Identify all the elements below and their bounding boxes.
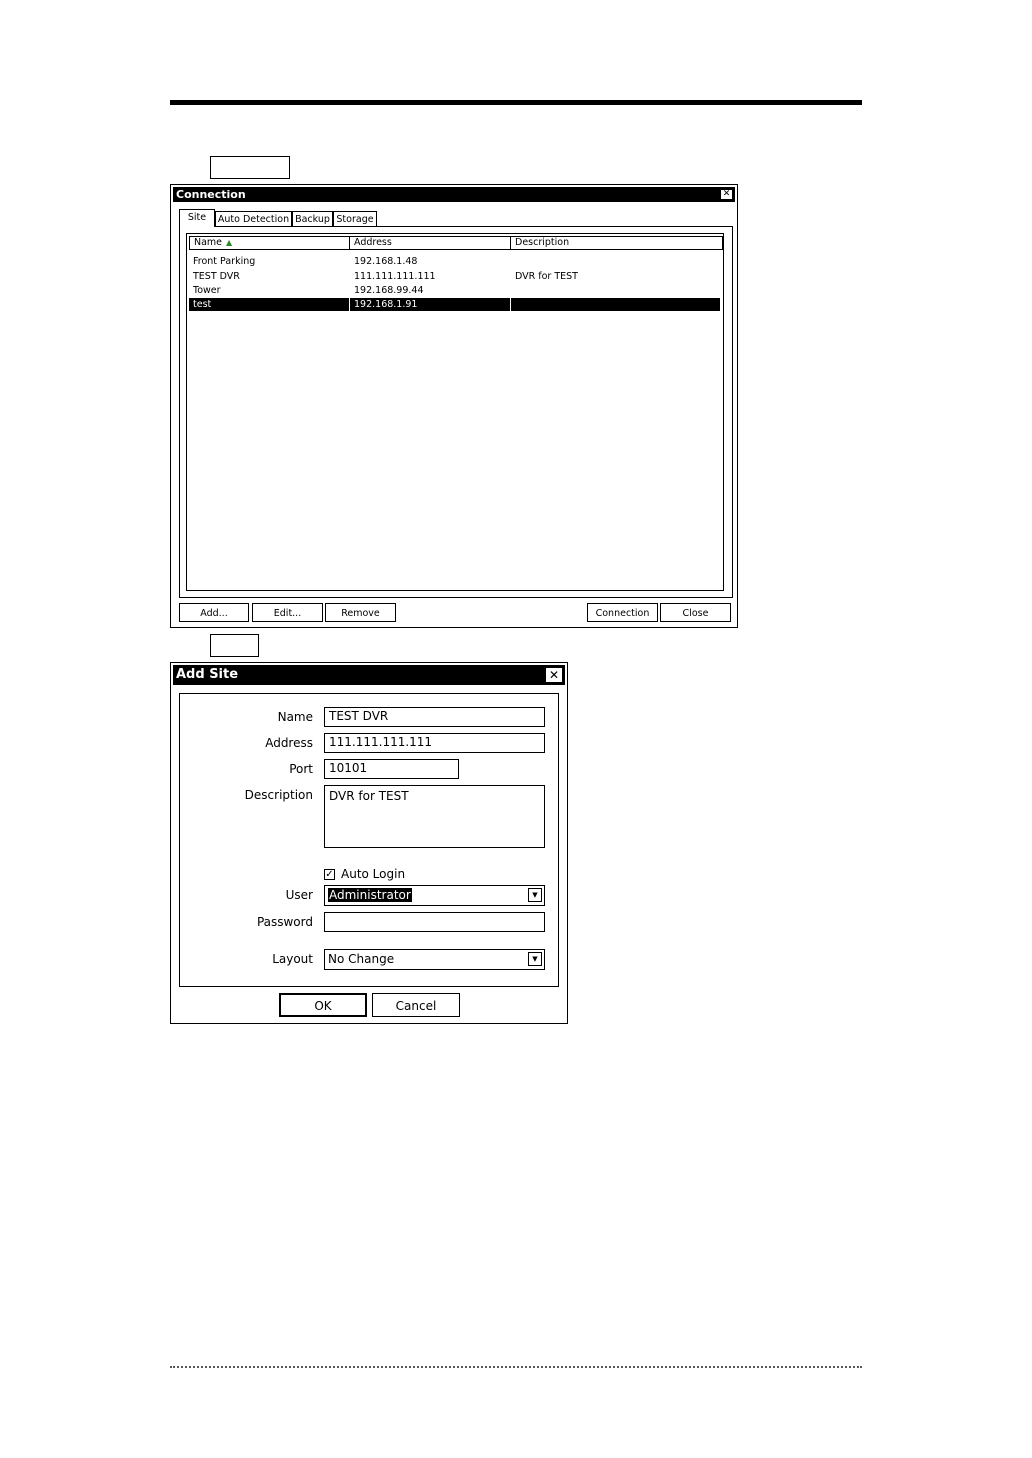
user-dropdown[interactable] <box>324 885 545 906</box>
table-row[interactable] <box>189 255 721 268</box>
remove-button[interactable]: Remove <box>325 603 396 622</box>
name-field[interactable]: TEST DVR <box>324 707 545 727</box>
caption-placeholder-box-2 <box>210 634 259 657</box>
edit-button[interactable]: Edit... <box>252 603 323 622</box>
description-label: Description <box>244 788 313 802</box>
close-button[interactable]: Close <box>660 603 731 622</box>
table-row-selected[interactable] <box>189 298 721 311</box>
user-label: User <box>285 888 313 902</box>
connection-title: Connection <box>176 188 246 201</box>
password-field[interactable] <box>324 912 545 932</box>
port-label: Port <box>289 762 313 776</box>
auto-login-checkbox[interactable]: ✓ <box>325 869 334 880</box>
row-address: 192.168.1.91 <box>350 298 511 311</box>
add-site-dialog <box>170 662 568 1024</box>
row-description <box>511 298 721 311</box>
address-field[interactable]: 111.111.111.111 <box>324 733 545 753</box>
column-header-address[interactable] <box>349 236 511 250</box>
address-label: Address <box>265 736 313 750</box>
tab-auto-detection[interactable]: Auto Detection <box>215 211 292 226</box>
row-name: test <box>189 298 350 311</box>
layout-dropdown[interactable] <box>324 949 545 970</box>
auto-login-label[interactable]: Auto Login <box>341 867 406 881</box>
add-button[interactable]: Add... <box>179 603 249 622</box>
caption-placeholder-box-1 <box>210 156 290 179</box>
column-header-name[interactable] <box>189 236 350 250</box>
page-bottom-rule <box>170 1366 862 1368</box>
table-row[interactable] <box>189 270 721 283</box>
row-name: Tower <box>193 285 221 296</box>
ok-button[interactable]: OK <box>279 993 367 1017</box>
connection-window <box>170 184 738 628</box>
sort-ascending-icon: ▲ <box>226 238 233 247</box>
chevron-down-icon[interactable]: ▼ <box>528 888 542 902</box>
site-list[interactable] <box>186 233 724 591</box>
row-address: 192.168.99.44 <box>354 285 424 296</box>
site-tab-panel <box>179 226 733 598</box>
close-icon[interactable]: ✕ <box>545 667 563 683</box>
port-field[interactable]: 10101 <box>324 759 459 779</box>
page-top-rule <box>170 100 862 105</box>
layout-label: Layout <box>272 952 313 966</box>
row-description <box>511 255 721 268</box>
column-address-label: Address <box>354 237 392 248</box>
password-label: Password <box>256 915 313 929</box>
row-description <box>511 284 721 297</box>
layout-selected-value: No Change <box>328 952 395 966</box>
add-site-title-bar <box>173 665 565 685</box>
connection-title-bar <box>173 187 735 202</box>
row-description: DVR for TEST <box>515 271 578 282</box>
cancel-button[interactable]: Cancel <box>372 993 460 1017</box>
connection-button[interactable]: Connection <box>587 603 658 622</box>
table-row[interactable] <box>189 284 721 297</box>
description-textarea[interactable]: DVR for TEST <box>324 785 545 848</box>
tab-site[interactable]: Site <box>179 209 215 227</box>
site-list-header <box>189 236 721 250</box>
close-icon[interactable]: ✕ <box>720 189 733 200</box>
chevron-down-icon[interactable]: ▼ <box>528 952 542 966</box>
tab-backup[interactable]: Backup <box>292 211 333 226</box>
column-name-label: Name <box>194 237 223 248</box>
row-address: 111.111.111.111 <box>354 271 436 282</box>
row-name: TEST DVR <box>193 271 240 282</box>
add-site-title: Add Site <box>176 667 239 682</box>
tab-storage[interactable]: Storage <box>333 211 377 226</box>
column-description-label: Description <box>515 237 570 248</box>
user-selected-value: Administrator <box>329 888 411 902</box>
row-address: 192.168.1.48 <box>354 256 418 267</box>
add-site-form <box>179 693 559 987</box>
column-header-description[interactable] <box>510 236 723 250</box>
row-name: Front Parking <box>193 256 256 267</box>
name-label: Name <box>277 710 313 724</box>
